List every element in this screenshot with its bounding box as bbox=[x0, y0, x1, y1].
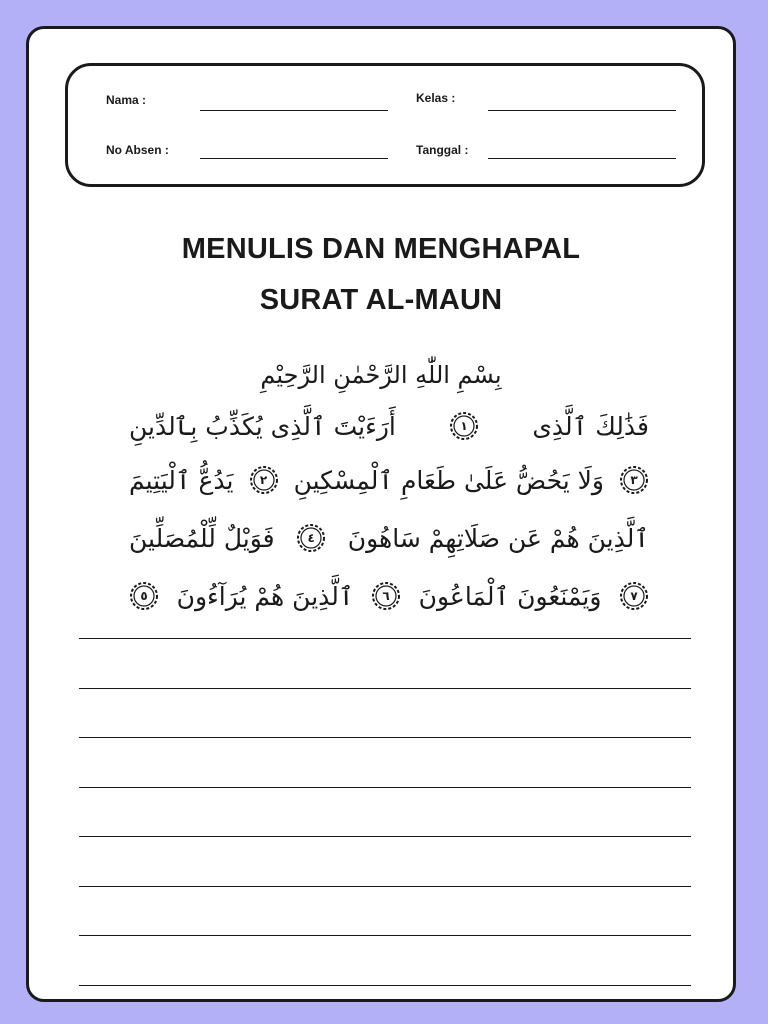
ayah-number-badge bbox=[371, 581, 401, 611]
writing-line-5[interactable] bbox=[79, 836, 691, 837]
ayah-number: ١ bbox=[460, 419, 468, 433]
ayat-row-3 bbox=[129, 523, 649, 553]
page-title-line-1: MENULIS DAN MENGHAPAL bbox=[181, 233, 581, 265]
writing-line-7[interactable] bbox=[79, 935, 691, 936]
writing-line-8[interactable] bbox=[79, 985, 691, 986]
worksheet bbox=[26, 26, 736, 1002]
ayat-text: فَذَٰلِكَ ٱلَّذِى bbox=[532, 411, 649, 441]
kelas-label: Kelas : bbox=[416, 91, 456, 105]
tanggal-field[interactable] bbox=[488, 158, 676, 159]
no-absen-field[interactable] bbox=[200, 158, 388, 159]
ayat-text: ٱلَّذِينَ هُمْ عَن صَلَاتِهِمْ سَاهُونَ bbox=[347, 523, 649, 553]
ayah-number: ٣ bbox=[630, 473, 638, 487]
ayat-row-1 bbox=[129, 411, 649, 441]
writing-line-6[interactable] bbox=[79, 886, 691, 887]
writing-line-3[interactable] bbox=[79, 737, 691, 738]
ayah-number-badge bbox=[296, 523, 326, 553]
ayat-text: وَلَا يَحُضُّ عَلَىٰ طَعَامِ ٱلْمِسْكِينِ bbox=[293, 465, 604, 495]
nama-field[interactable] bbox=[200, 110, 388, 111]
writing-line-1[interactable] bbox=[79, 638, 691, 639]
ayat-text: يَدُعُّ ٱلْيَتِيمَ bbox=[129, 465, 234, 495]
ayah-number-badge bbox=[619, 581, 649, 611]
writing-line-2[interactable] bbox=[79, 688, 691, 689]
ayat-text: فَوَيْلٌ لِّلْمُصَلِّينَ bbox=[129, 523, 275, 553]
ayah-number-badge bbox=[449, 411, 479, 441]
writing-line-4[interactable] bbox=[79, 787, 691, 788]
ayah-number-badge bbox=[619, 465, 649, 495]
basmalah: بِسْمِ اللّٰهِ الرَّحْمٰنِ الرَّحِيْمِ bbox=[260, 361, 502, 389]
student-info-box bbox=[65, 63, 705, 187]
ayah-number: ٤ bbox=[307, 531, 315, 545]
ayah-number-badge bbox=[249, 465, 279, 495]
ayah-number: ٧ bbox=[630, 589, 638, 603]
tanggal-label: Tanggal : bbox=[416, 143, 469, 157]
ayat-row-2 bbox=[129, 465, 649, 495]
page-title-line-2: SURAT AL-MAUN bbox=[259, 284, 503, 316]
nama-label: Nama : bbox=[106, 93, 147, 107]
ayah-number: ٦ bbox=[382, 589, 390, 603]
ayah-number: ٢ bbox=[259, 473, 268, 487]
no-absen-label: No Absen : bbox=[106, 143, 169, 157]
ayat-row-4 bbox=[129, 581, 649, 611]
ayat-text: ٱلَّذِينَ هُمْ يُرَآءُونَ bbox=[176, 581, 354, 611]
ayah-number: ٥ bbox=[140, 589, 148, 603]
ayat-text: وَيَمْنَعُونَ ٱلْمَاعُونَ bbox=[418, 581, 602, 611]
ayat-text: أَرَءَيْتَ ٱلَّذِى يُكَذِّبُ بِٱلدِّينِ bbox=[129, 411, 396, 441]
kelas-field[interactable] bbox=[488, 110, 676, 111]
ayah-number-badge bbox=[129, 581, 159, 611]
